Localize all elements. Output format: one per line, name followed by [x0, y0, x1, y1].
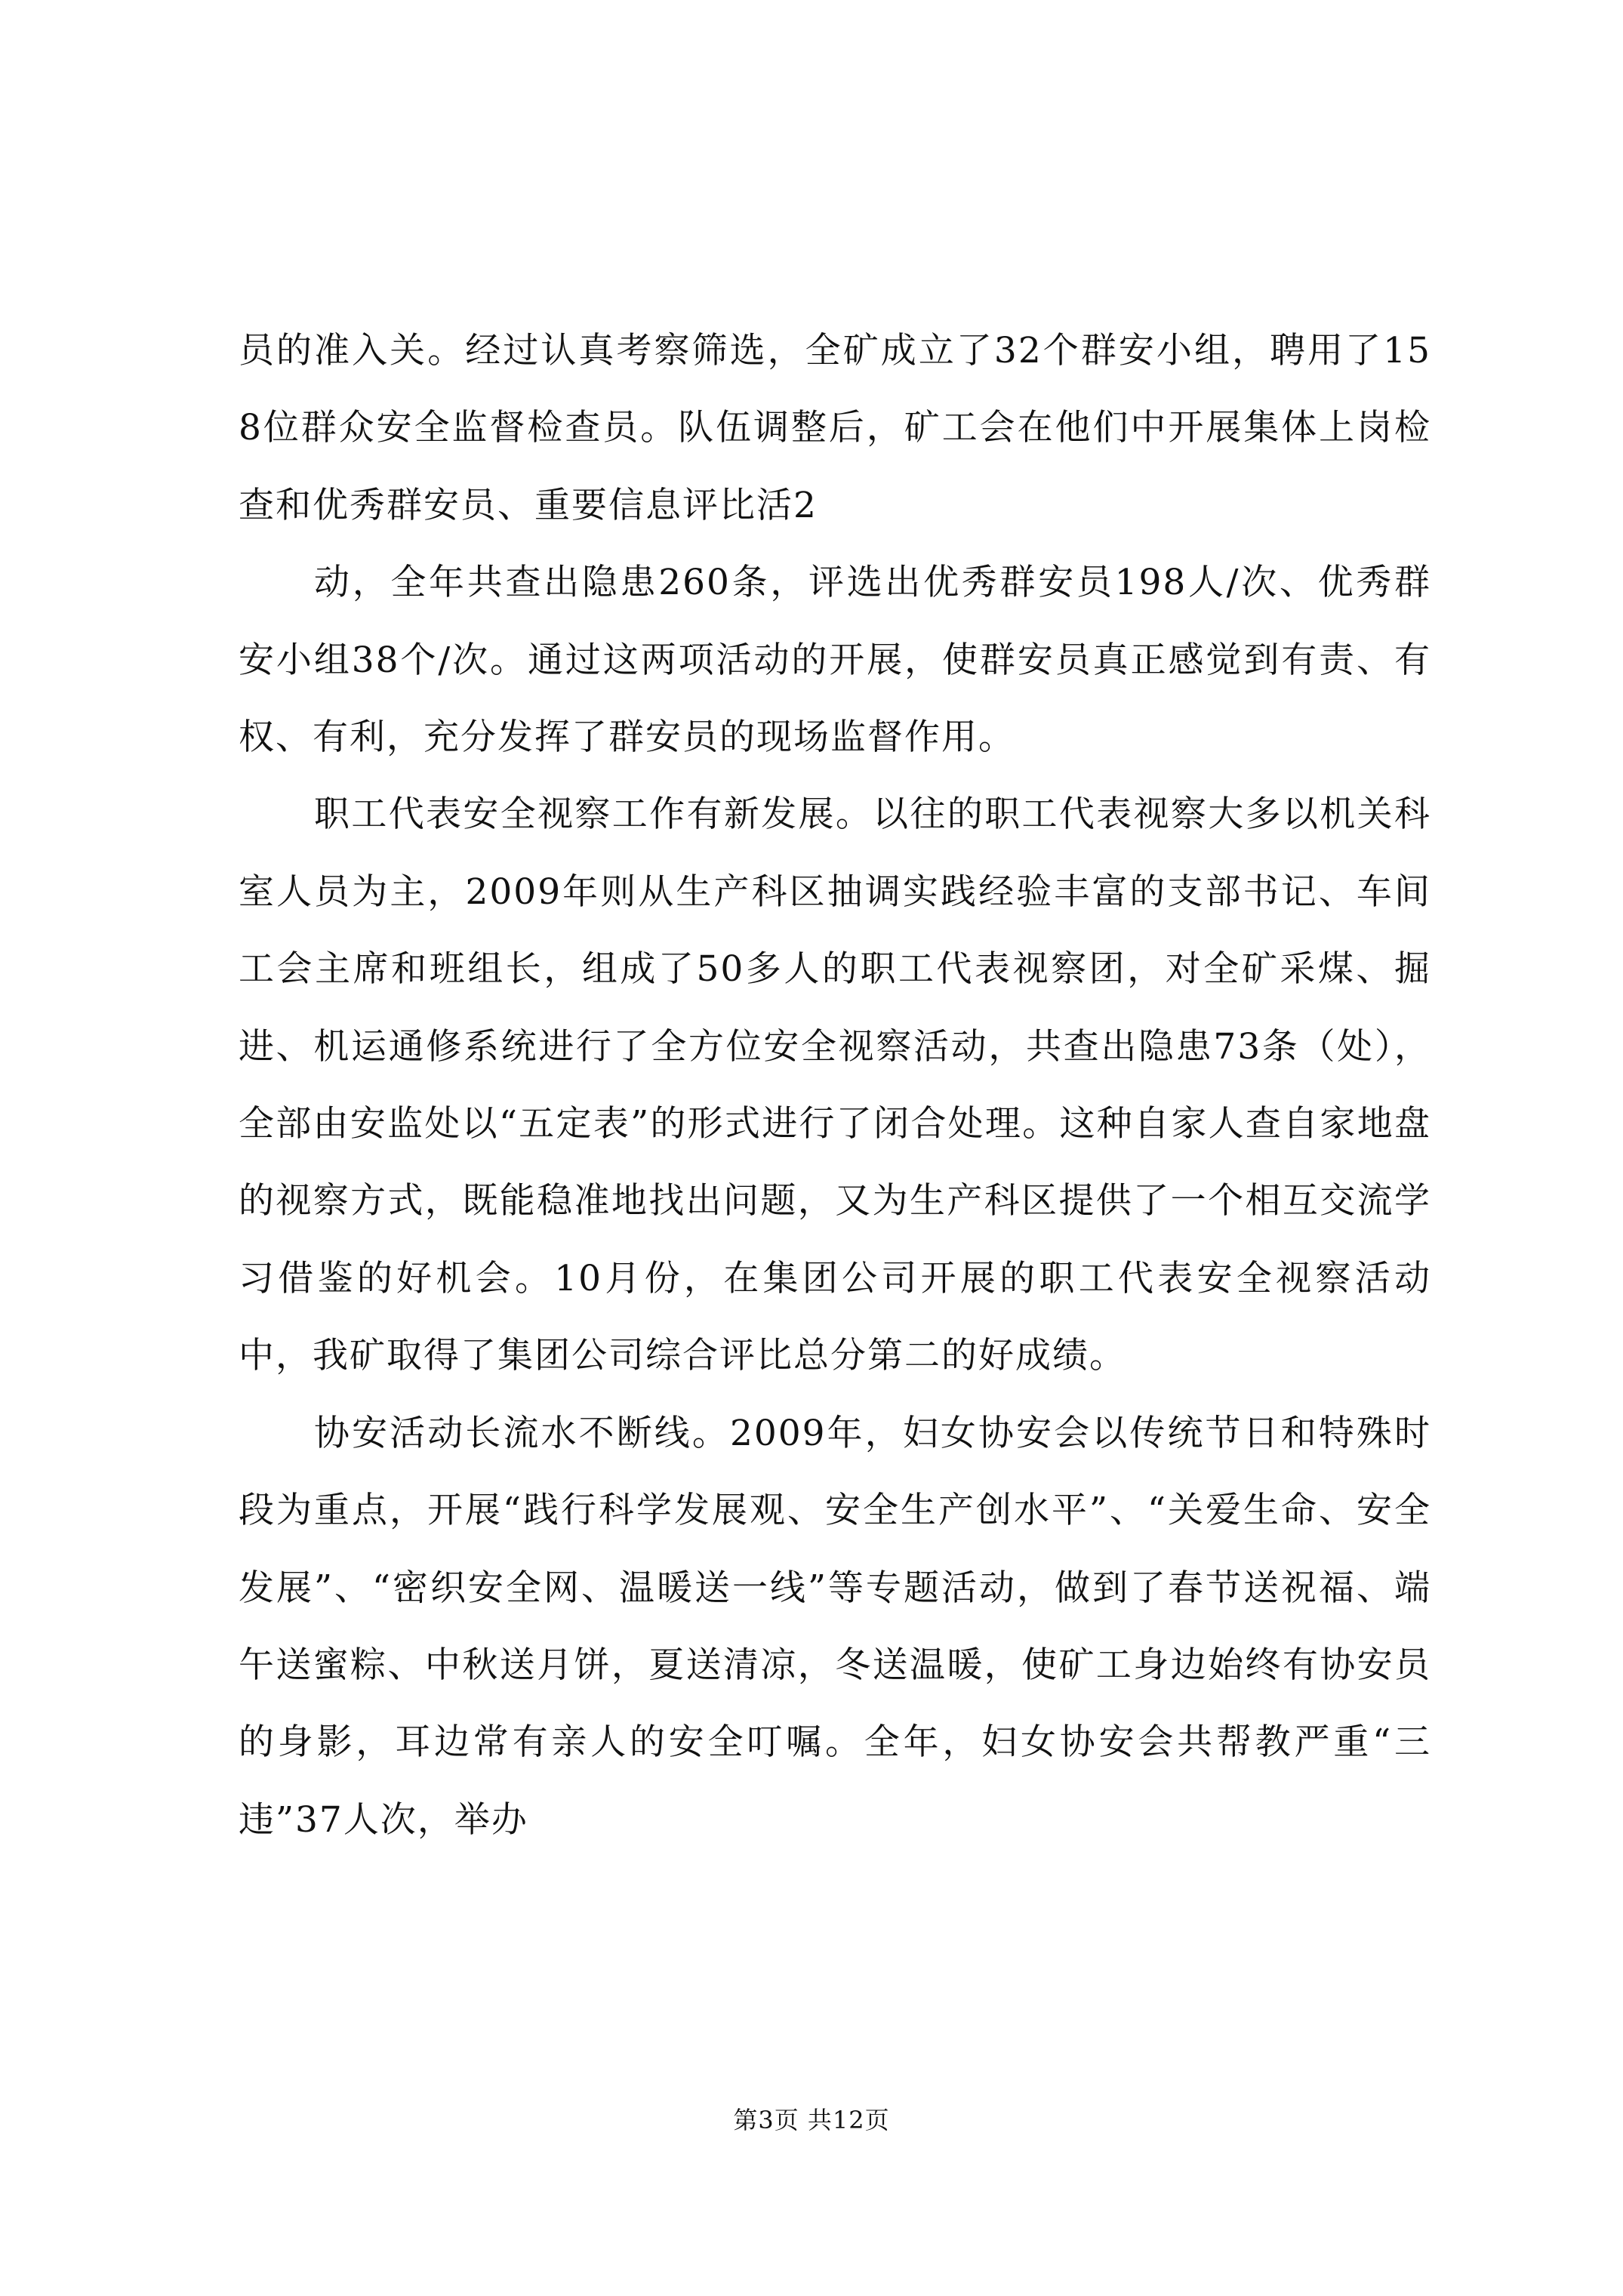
paragraph-3: 职工代表安全视察工作有新发展。以往的职工代表视察大多以机关科室人员为主，2009年则从生产科区抽调实践经验丰富的支部书记、车间工会主席和班组长，组成了50多人的职工代表视察团，对全矿采煤、掘进、机运通修系统进行了全方位安全视察活动，共查出隐患73条（处），全部由安监处以“五定表”的形式进行了闭合处理。这种自家人查自家地盘的视察方式，既能稳准地找出问题，又为生产科区提供了一个相互交流学习借鉴的好机会。10月份，在集团公司开展的职工代表安全视察活动中，我矿取得了集团公司综合评比总分第二的好成绩。 [239, 794, 1431, 1377]
paragraph-1: 员的准入关。经过认真考察筛选，全矿成立了32个群安小组，聘用了158位群众安全监督检查员。队伍调整后，矿工会在他们中开展集体上岗检查和优秀群安员、重要信息评比活2 [239, 330, 1431, 526]
document-body [239, 313, 1431, 1859]
paragraph-4: 协安活动长流水不断线。2009年，妇女协安会以传统节日和特殊时段为重点，开展“践行科学发展观、安全生产创水平”、“关爱生命、安全发展”、“密织安全网、温暖送一线”等专题活动，做到了春节送祝福、端午送蜜粽、中秋送月饼，夏送清凉，冬送温暖，使矿工身边始终有协安员的身影，耳边常有亲人的安全叮嘱。全年，妇女协安会共帮教严重“三违”37人次，举办 [239, 1412, 1431, 1841]
paragraph-2: 动，全年共查出隐患260条，评选出优秀群安员198人/次、优秀群安小组38个/次。通过这两项活动的开展，使群安员真正感觉到有责、有权、有利，充分发挥了群安员的现场监督作用。 [239, 562, 1431, 759]
page-number-footer: 第3页 共12页 [733, 2106, 890, 2134]
